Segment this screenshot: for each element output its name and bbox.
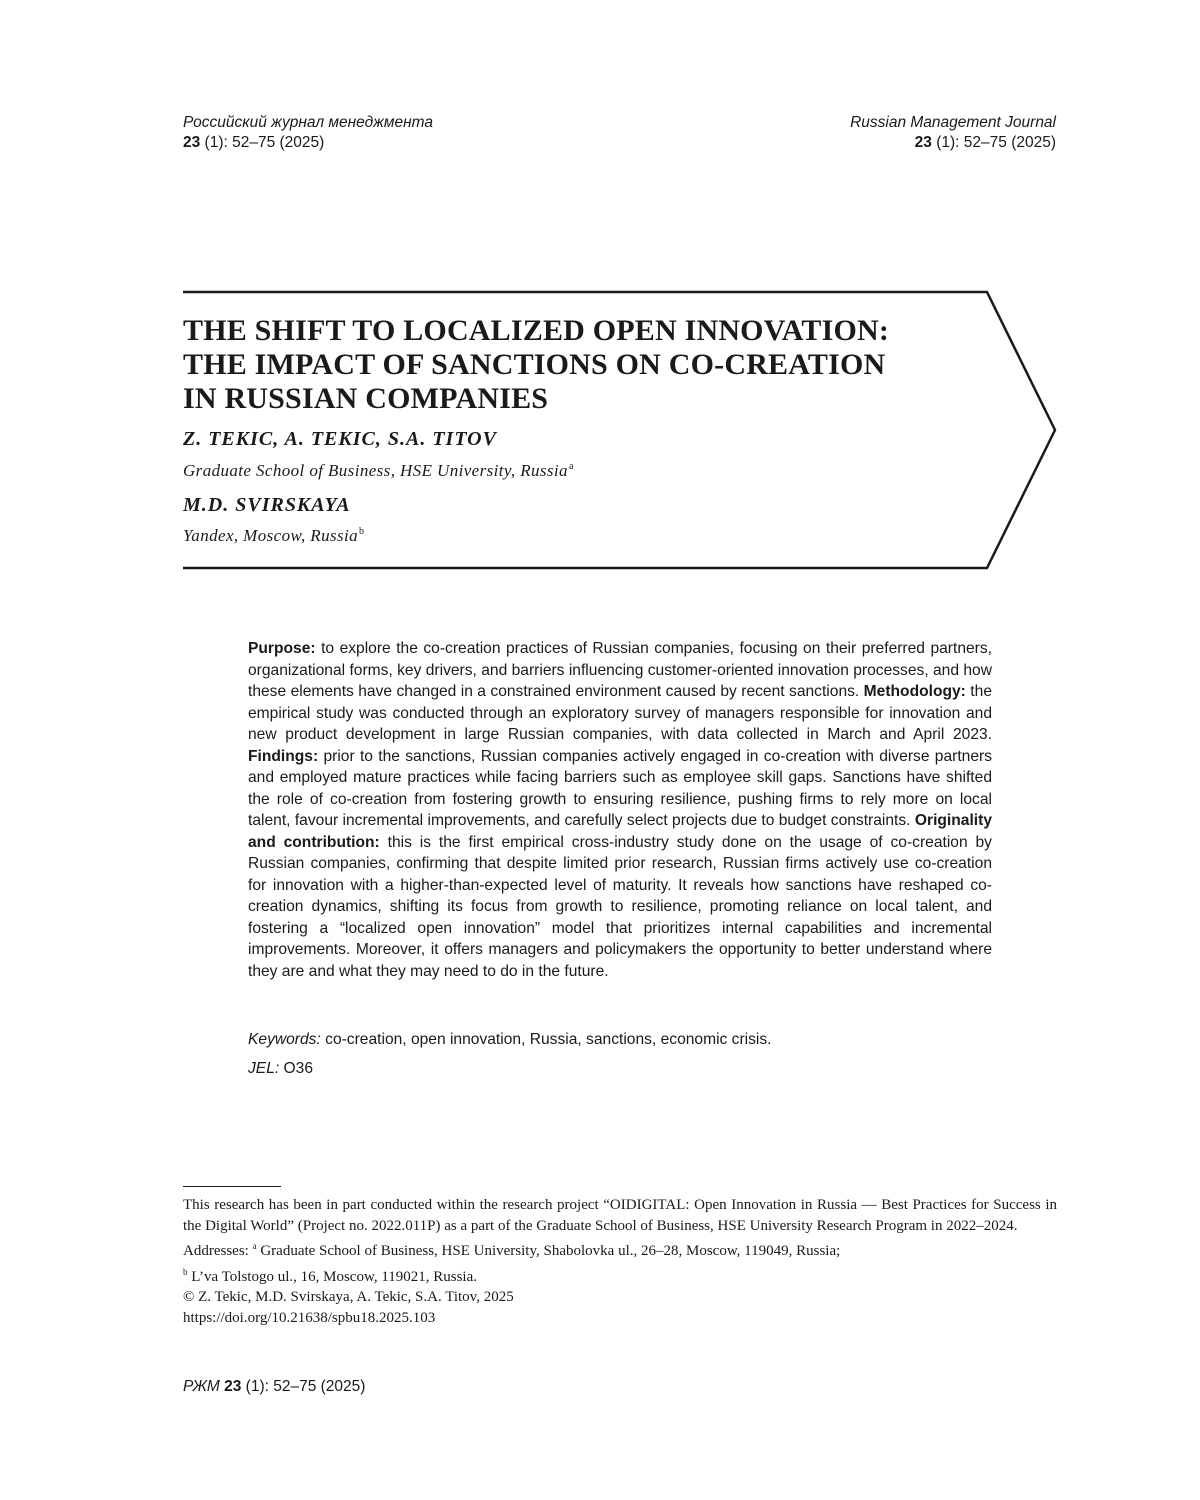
affiliation-text: Yandex, Moscow, Russia — [183, 526, 359, 545]
abstract-purpose-label: Purpose: — [248, 640, 316, 657]
abstract-originality-label: Originality and contribution: — [248, 812, 992, 851]
journal-name-en: Russian Management Journal — [850, 114, 1056, 131]
addresses-label: Addresses: — [183, 1243, 253, 1259]
address-b: L’va Tolstogo ul., 16, Moscow, 119021, Russia. — [187, 1268, 478, 1285]
address-a: Graduate School of Business, HSE University, Shabolovka ul., 26–28, Moscow, 119049, Russia; — [256, 1243, 841, 1259]
affiliation-text: Graduate School of Business, HSE University, Russia — [183, 461, 568, 480]
addresses — [183, 1236, 1057, 1287]
address-mark: b — [183, 1266, 188, 1277]
keywords-text: co-creation, open innovation, Russia, sanctions, economic crisis. — [320, 1031, 772, 1048]
jel-label: JEL: — [248, 1060, 280, 1077]
volume-number: 23 — [914, 134, 932, 151]
author-names: M.D. SVIRSKAYA — [183, 494, 351, 516]
jel-code — [248, 1060, 313, 1078]
footer-journal-abbr: РЖМ — [183, 1378, 220, 1395]
doi-link[interactable]: https://doi.org/10.21638/spbu18.2025.103 — [183, 1309, 436, 1326]
abstract-originality: this is the first empirical cross-industry study done on the usage of co-creation by Russian companies, confirming that despite limited prior research, Russian firms actively use co-creation for innovation with a higher-than-expected level of maturity. It reveals how sanctions have reshaped co-creation dynamics, shifting its focus from growth to resilience, promoting reliance on local talent, and fostering a “localized open innovation” model that prioritizes internal capabilities and incremental improvements. Moreover, it offers managers and policymakers the opportunity to better understand where they are and what they may need to do in the future. — [248, 833, 992, 980]
volume-number: 23 — [183, 134, 201, 151]
author-names: Z. TEKIC, A. TEKIC, S.A. TITOV — [183, 428, 497, 450]
address-mark: a — [252, 1241, 257, 1251]
abstract — [248, 638, 992, 982]
issue-pages: (1): 52–75 (2025) — [931, 134, 1056, 151]
footer-issue: (1): 52–75 (2025) — [241, 1378, 366, 1395]
author-affiliation — [183, 526, 364, 546]
title-line: THE SHIFT TO LOCALIZED OPEN INNOVATION: — [183, 314, 890, 347]
author-affiliation — [183, 461, 574, 481]
affiliation-mark: a — [568, 461, 574, 472]
title-frame — [0, 0, 1200, 600]
running-header-right — [850, 113, 1056, 153]
abstract-findings-label: Findings: — [248, 747, 319, 765]
running-header-left — [183, 113, 433, 153]
abstract-purpose: to explore the co-creation practices of Russian companies, focusing on their preferred partners, organizational forms, key drivers, and barriers influencing customer-oriented innovation processes, and how these elements have changed in a constrained environment caused by recent sanctions. — [248, 640, 992, 700]
funding-note: This research has been in part conducted within the research project “OIDIGITAL: Open Innovation in Russia — Best Practices for Success in the Digital World” (Project no. 2022.011P) as a part of the Graduate School of Business, HSE University Research Program in 2022–2024. — [183, 1197, 1057, 1234]
copyright: © Z. Tekic, M.D. Svirskaya, A. Tekic, S.A. Titov, 2025 — [183, 1289, 514, 1305]
title-line: THE IMPACT OF SANCTIONS ON CO-CREATION — [183, 348, 886, 381]
page-footer — [183, 1378, 365, 1396]
footer-volume: 23 — [224, 1378, 242, 1395]
keywords — [248, 1031, 772, 1049]
keywords-label: Keywords: — [248, 1031, 321, 1048]
abstract-methodology-label: Methodology: — [863, 683, 966, 700]
jel-text: O36 — [279, 1060, 314, 1077]
article-title — [183, 314, 983, 416]
affiliation-mark: b — [359, 526, 365, 537]
footnote-rule — [183, 1186, 281, 1187]
abstract-methodology: the empirical study was conducted through an exploratory survey of managers responsible for innovation and new product development in large Russian companies, with data collected in March and April 2023. — [248, 683, 992, 743]
title-line: IN RUSSIAN COMPANIES — [183, 382, 549, 415]
footnote — [183, 1195, 1057, 1328]
journal-name-ru: Российский журнал менеджмента — [183, 114, 433, 131]
abstract-findings: prior to the sanctions, Russian companies actively engaged in co-creation with diverse partners and employed mature practices while facing barriers such as employee skill gaps. Sanctions have shifted the role of co-creation from fostering growth to ensuring resilience, pushing firms to rely more on local talent, favour incremental improvements, and carefully select projects due to budget constraints. — [248, 747, 992, 829]
issue-pages: (1): 52–75 (2025) — [200, 134, 325, 151]
